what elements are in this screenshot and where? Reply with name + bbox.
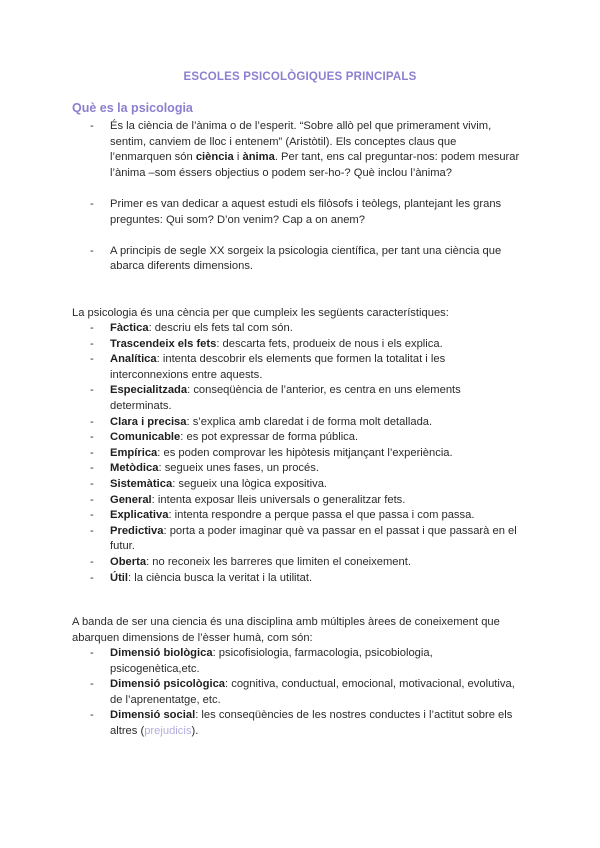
term: Oberta <box>110 555 147 568</box>
term: Comunicable <box>110 431 181 444</box>
term: Analítica <box>110 353 157 366</box>
list-item: - A principis de segle XX sorgeix la psicologia científica, per tant una ciència que abarca diferents dimensions. <box>90 244 520 275</box>
section-heading: Què es la psicologia <box>72 101 193 115</box>
list-item: - Analítica: intenta descobrir els elements que formen la totalitat i les interconnexions entre aquests. <box>90 352 520 383</box>
term: Útil <box>110 571 129 584</box>
term: Trascendeix els fets <box>110 337 217 350</box>
document-title: ESCOLES PSICOLÒGIQUES PRINCIPALS <box>183 71 417 83</box>
term: Dimensió social <box>110 709 196 722</box>
term: Especialitzada <box>110 384 188 397</box>
list-item: - És la ciència de l’ànima o de l’esperit. “Sobre allò pel que primerament vivim, sentim, canviem de lloc i entenem” (Aristòtil). Els conceptes claus que l’enmarquen són ciència i ànima. Per tant, ens cal preguntar-nos: podem mesurar l’ànima –som éssers objectius o podem ser-ho-? Què inclou l’ànima? <box>90 119 520 181</box>
list-item: - Empírica: es poden comprovar les hipòtesis mitjançant l’experiència. <box>90 446 520 462</box>
term: Sistemàtica <box>110 477 173 490</box>
term: Empírica <box>110 446 158 459</box>
term: Metòdica <box>110 462 159 475</box>
list-item: - Oberta: no reconeix les barreres que limiten el coneixement. <box>90 555 520 571</box>
term: General <box>110 493 152 506</box>
list-item: - Especialitzada: conseqüència de l’anterior, es centra en uns elements determinats. <box>90 383 520 414</box>
list-item: - Útil: la ciència busca la veritat i la utilitat. <box>90 571 520 587</box>
list-item: - Predictiva: porta a poder imaginar què va passar en el passat i que passarà en el futur. <box>90 524 520 555</box>
list-item: - Fàctica: descriu els fets tal com són. <box>90 321 520 337</box>
term: ciència <box>195 151 234 164</box>
term: Dimensió psicològica <box>110 678 226 691</box>
list-item: - Clara i precisa: s’explica amb claredat i de forma molt detallada. <box>90 415 520 431</box>
term: Dimensió biològica <box>110 647 213 659</box>
list-item: - Comunicable: es pot expressar de forma pública. <box>90 430 520 446</box>
term: Clara i precisa <box>110 415 187 428</box>
list-item: - Dimensió psicològica: cognitiva, conductual, emocional, motivacional, evolutiva, de l’aprenentatge, etc. <box>90 677 520 708</box>
term: Explicativa <box>110 509 169 522</box>
list-item: - General: intenta exposar lleis universals o generalitzar fets. <box>90 493 520 509</box>
list-item: - Sistemàtica: segueix una lògica expositiva. <box>90 477 520 493</box>
dimensions-list <box>90 646 520 740</box>
list-item: - Trascendeix els fets: descarta fets, produeix de nous i els explica. <box>90 337 520 353</box>
intro-list <box>90 119 520 275</box>
list-item: - Dimensió social: les conseqüències de les nostres conductes i l’actitut sobre els altres (prejudicis). <box>90 708 520 739</box>
list-item: - Metòdica: segueix unes fases, un procés. <box>90 461 520 477</box>
dimensions-intro: A banda de ser una ciencia és una disciplina amb múltiples àrees de coneixement que abarquen dimensions de l’èsser humà, com són: <box>72 616 500 644</box>
term: Predictiva <box>110 524 164 537</box>
prejudicis-link[interactable]: prejudicis <box>144 724 192 737</box>
characteristics-intro: La psicologia és una cència per que cumpleix les següents característiques: <box>72 307 449 319</box>
list-item: - Dimensió biològica: psicofisiologia, farmacologia, psicobiologia, psicogenètica,etc. <box>90 646 520 677</box>
term: ànima <box>242 151 275 164</box>
term: Fàctica <box>110 322 149 334</box>
list-item: - Primer es van dedicar a aquest estudi els filòsofs i teòlegs, plantejant les grans preguntes: Qui som? D’on venim? Cap a on anem? <box>90 197 520 228</box>
list-item: - Explicativa: intenta respondre a perque passa el que passa i com passa. <box>90 508 520 524</box>
characteristics-list <box>90 321 520 586</box>
